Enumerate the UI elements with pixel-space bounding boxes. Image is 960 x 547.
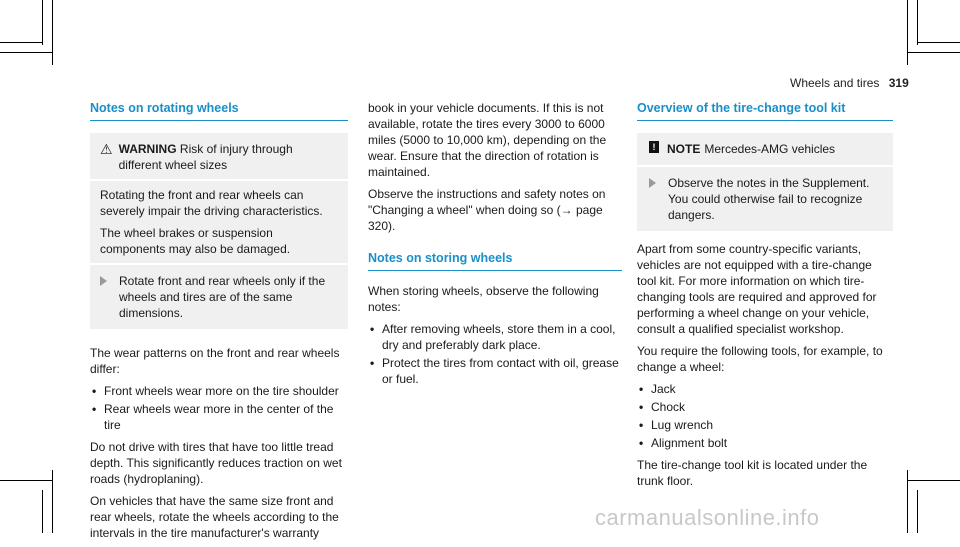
paragraph: The wear patterns on the front and rear wheels differ:: [90, 346, 340, 376]
warning-step: [100, 273, 338, 321]
section-title-storing: Notes on storing wheels: [368, 250, 622, 271]
step-arrow-icon: [100, 276, 107, 286]
crop-mark: [42, 0, 43, 45]
list-item: • Lug wrench: [637, 417, 893, 433]
tool-list: [637, 381, 893, 451]
crop-mark: [907, 480, 960, 481]
paragraph: book in your vehicle documents. If this is not available, rotate the tires every 3000 to 6000 miles (5000 to 10,000 km), depending on the wear. Ensure that the direction of rotation is maintained.: [368, 101, 607, 179]
watermark: carmanualsonline.info: [595, 505, 820, 530]
crop-mark: [917, 0, 918, 45]
list-item: • Chock: [637, 399, 893, 415]
wear-list: [90, 383, 348, 433]
crop-mark: [917, 42, 960, 43]
crop-mark: [917, 490, 918, 533]
warning-text: Risk of injury through different wheel sizes: [118, 142, 293, 172]
section-name: Wheels and tires: [790, 76, 880, 90]
paragraph: Do not drive with tires that have too little tread depth. This significantly reduces traction on wet roads (hydroplaning).: [90, 440, 342, 486]
list-item: • Jack: [637, 381, 893, 397]
list-item: • Alignment bolt: [637, 435, 893, 451]
running-header: [790, 76, 909, 90]
note-step: [649, 175, 883, 223]
column-1: [90, 100, 348, 547]
column-3: [637, 100, 893, 495]
crop-mark: [42, 490, 43, 533]
note-header: [649, 141, 883, 157]
list-item: • After removing wheels, store them in a cool, dry and preferably dark place.: [368, 321, 622, 353]
warning-triangle-icon: ⚠: [100, 141, 113, 157]
section-title-rotating: Notes on rotating wheels: [90, 100, 348, 121]
section-title-toolkit: Overview of the tire-change tool kit: [637, 100, 893, 121]
crop-mark: [0, 480, 53, 481]
list-item: • Front wheels wear more on the tire shoulder: [90, 383, 348, 399]
crop-mark: [907, 0, 908, 65]
warning-header: [100, 141, 338, 173]
crop-mark: [907, 52, 960, 53]
crop-mark: [0, 52, 53, 53]
warning-paragraph: Rotating the front and rear wheels can severely impair the driving characteristics.: [100, 188, 323, 218]
list-item: • Rear wheels wear more in the center of the tire: [90, 401, 348, 433]
page-number: 319: [888, 76, 909, 90]
paragraph: Observe the instructions and safety notes on "Changing a wheel" when doing so (→ page 320).: [368, 187, 606, 233]
list-item: • Protect the tires from contact with oil, grease or fuel.: [368, 355, 622, 387]
crop-mark: [52, 0, 53, 65]
warning-paragraph: The wheel brakes or suspension components may also be damaged.: [100, 226, 291, 256]
crop-mark: [0, 42, 43, 43]
warning-heading: [119, 141, 338, 173]
note-box: [637, 133, 893, 231]
paragraph: The tire-change tool kit is located under the trunk floor.: [637, 458, 868, 488]
warning-box: [90, 133, 348, 329]
warning-step-text: Rotate front and rear wheels only if the wheels and tires are of the same dimensions.: [119, 274, 326, 320]
paragraph: When storing wheels, observe the following notes:: [368, 284, 599, 314]
paragraph: On vehicles that have the same size front and rear wheels, rotate the wheels according to the intervals in the tire manufacturer's warranty: [90, 494, 339, 540]
note-step-text: Observe the notes in the Supplement. You could otherwise fail to recognize dangers.: [668, 176, 870, 222]
paragraph: You require the following tools, for example, to change a wheel:: [637, 344, 883, 374]
storage-list: [368, 321, 622, 387]
note-label: NOTE: [667, 142, 701, 156]
column-2: [368, 100, 622, 393]
paragraph: Apart from some country-specific variants, vehicles are not equipped with a tire-change tool kit. For more information on which tire-changing tools are required and approved for performing a wheel change on your vehicle, consult a qualified specialist workshop.: [637, 242, 877, 336]
step-arrow-icon: [649, 178, 656, 188]
exclamation-icon: !: [649, 141, 659, 153]
warning-label: WARNING: [118, 142, 177, 156]
note-text: Mercedes-AMG vehicles: [704, 142, 836, 156]
